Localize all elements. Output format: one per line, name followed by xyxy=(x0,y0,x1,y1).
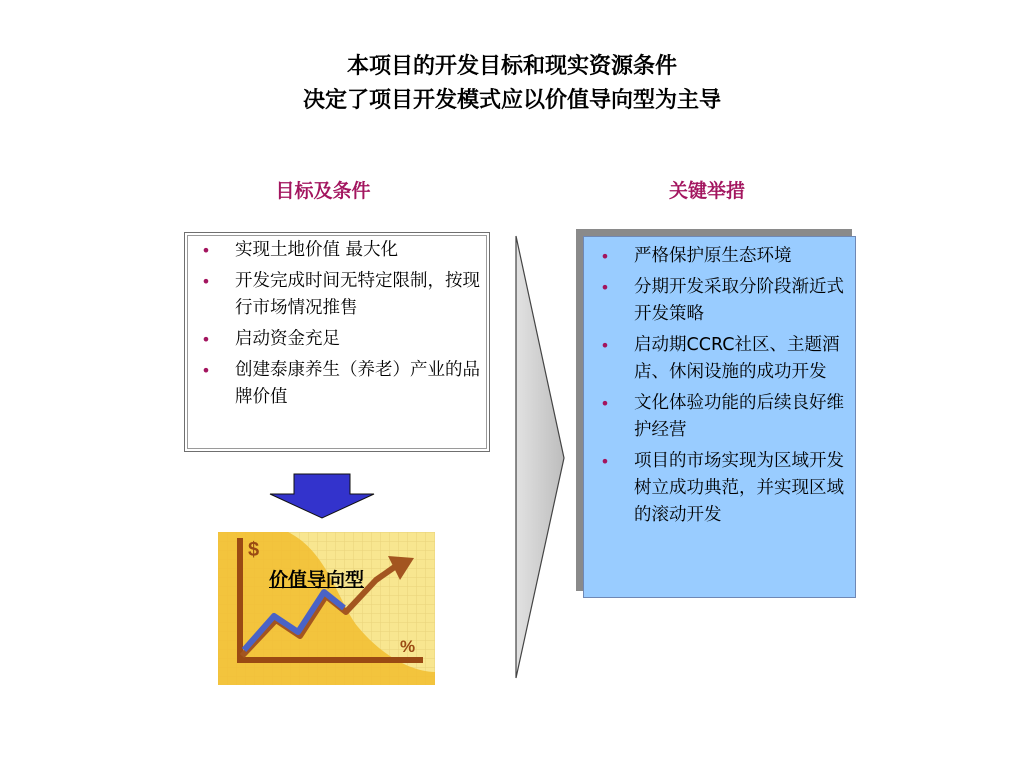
goal-text: 开发完成时间无特定限制，按现行市场情况推售 xyxy=(235,271,480,318)
goal-item xyxy=(199,268,481,322)
bullet-icon: • xyxy=(600,394,610,413)
title-line-1: 本项目的开发目标和现实资源条件 xyxy=(346,54,677,79)
goals-list xyxy=(199,237,481,415)
measure-item xyxy=(598,390,850,444)
goal-text: 创建泰康养生（养老）产业的品牌价值 xyxy=(235,360,480,407)
chevron-arrow-icon xyxy=(510,232,570,682)
value-oriented-label: 价值导向型 xyxy=(269,569,365,591)
measure-item xyxy=(598,274,850,328)
bullet-icon: • xyxy=(600,452,610,471)
bullet-icon: • xyxy=(201,330,211,349)
measure-text: 文化体验功能的后续良好维护经营 xyxy=(634,393,844,440)
bullet-icon: • xyxy=(201,361,211,380)
value-chart-graphic xyxy=(218,532,435,685)
percent-sign: % xyxy=(400,637,416,656)
bullet-icon: • xyxy=(600,336,610,355)
bullet-icon: • xyxy=(201,241,211,260)
goal-item xyxy=(199,357,481,411)
bullet-icon: • xyxy=(600,278,610,297)
growth-chart-icon xyxy=(218,532,435,685)
goal-item xyxy=(199,237,481,264)
measure-item xyxy=(598,243,850,270)
down-arrow-icon xyxy=(266,470,378,522)
left-heading: 目标及条件 xyxy=(275,180,371,202)
page-title xyxy=(0,50,1024,118)
goal-item xyxy=(199,326,481,353)
goal-text: 实现土地价值 最大化 xyxy=(235,240,399,260)
measure-text: 项目的市场实现为区域开发树立成功典范，并实现区域的滚动开发 xyxy=(634,451,844,525)
title-line-2: 决定了项目开发模式应以价值导向型为主导 xyxy=(302,88,721,113)
measure-text: 分期开发采取分阶段渐近式开发策略 xyxy=(634,277,844,324)
dollar-sign: $ xyxy=(248,539,260,561)
goal-text: 启动资金充足 xyxy=(235,329,340,349)
measure-item xyxy=(598,448,850,529)
bullet-icon: • xyxy=(201,272,211,291)
right-heading: 关键举措 xyxy=(668,180,745,202)
bullet-icon: • xyxy=(600,247,610,266)
measure-item xyxy=(598,332,850,386)
measure-text: 严格保护原生态环境 xyxy=(634,246,792,266)
measures-list xyxy=(598,243,850,533)
measure-text: 启动期CCRC社区、主题酒店、休闲设施的成功开发 xyxy=(634,335,840,382)
